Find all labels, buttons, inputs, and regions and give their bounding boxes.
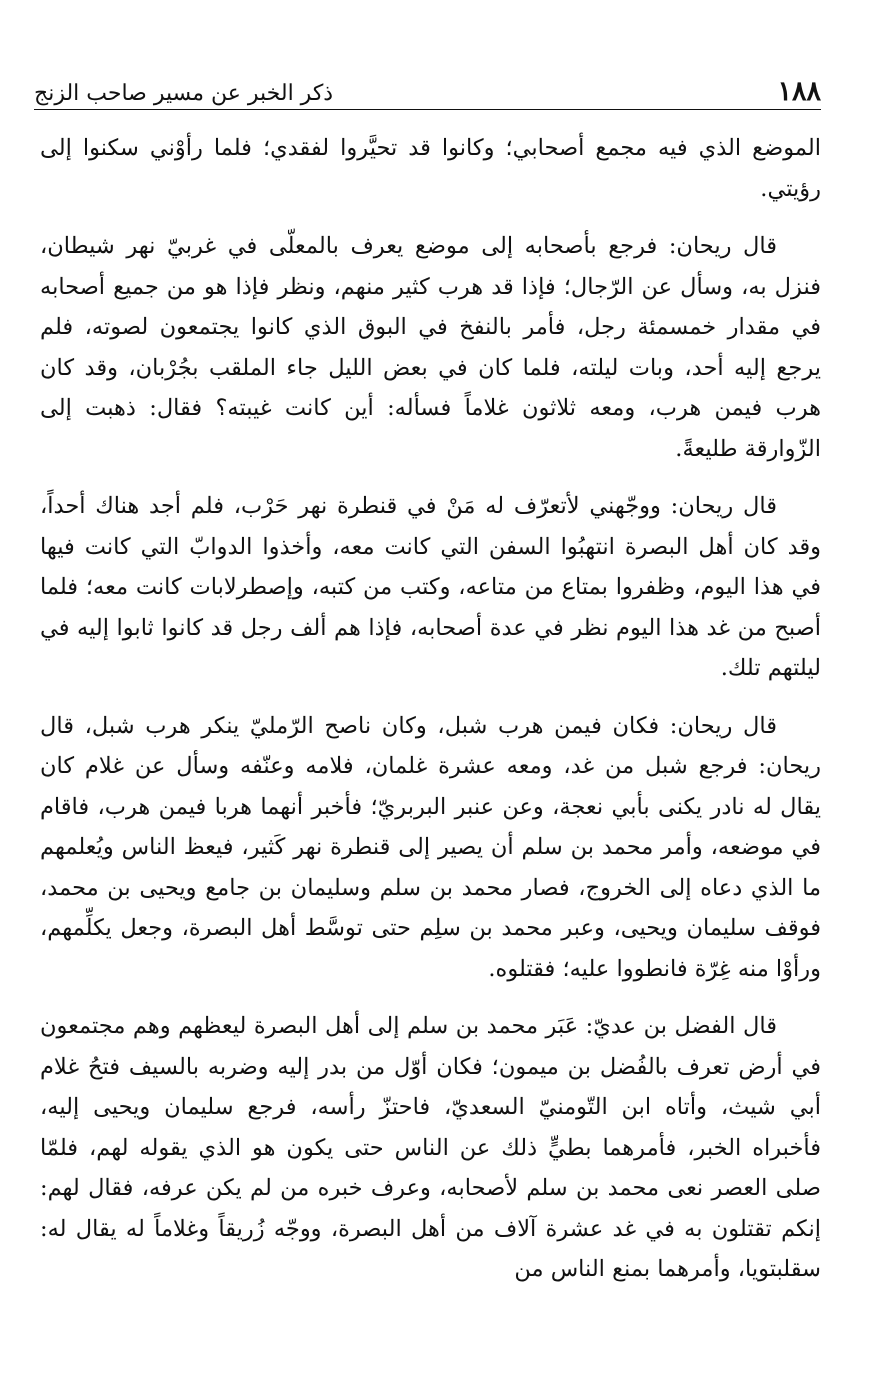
paragraph: قال ريحان: ووجّهني لأتعرّف له مَنْ في قنطرة نهر حَرْب، فلم أجد هناك أحداً، وقد كان أهل البصرة انتهبُوا السفن التي كانت معه، وأخذوا الدوابّ التي كانت فيها في هذا اليوم، وظفروا بمتاع من متاعه، وكتب من كتبه، وإصطرلابات كانت معه؛ فلما أصبح من غد هذا اليوم نظر في عدة أصحابه، فإذا هم ألف رجل قد كانوا ثابوا إليه في ليلتهم تلك.: [40, 493, 821, 681]
paragraph: قال ريحان: فرجع بأصحابه إلى موضع يعرف بالمعلّى في غربيّ نهر شيطان، فنزل به، وسأل عن الرّجال؛ فإذا قد هرب كثير منهم، ونظر فإذا هو من جميع أصحابه في مقدار خمسمئة رجل، فأمر بالنفخ في البوق الذي كانوا يجتمعون لصوته، فلم يرجع إليه أحد، وبات ليلته، فلما كان في بعض الليل جاء الملقب بجُرْبان، وقد كان هرب فيمن هرب، ومعه ثلاثون غلاماً فسأله: أين كانت غيبته؟ فقال: ذهبت إلى الزّوارقة طليعةً.: [40, 233, 821, 462]
page-body: [40, 128, 821, 1307]
paragraph: قال الفضل بن عديّ: عَبَر محمد بن سلم إلى أهل البصرة ليعظهم وهم مجتمعون في أرض تعرف بالفُضل بن ميمون؛ فكان أوّل من بدر إليه وضربه بالسيف فتحُ غلام أبي شيث، وأتاه ابن التّومنيّ السعديّ، فاحتزّ رأسه، فرجع سليمان ويحيى إليه، فأخبراه الخبر، فأمرهما بطيٍّ ذلك عن الناس حتى يكون هو الذي يقوله لهم، فلمّا صلى العصر نعى محمد بن سلم لأصحابه، وعرف خبره من لم يكن عرفه، فقال لهم: إنكم تقتلون به في غد عشرة آلاف من أهل البصرة، ووجّه زُريقاً وغلاماً له يقال له: سقلبتويا، وأمرهما بمنع الناس من: [40, 1013, 821, 1282]
page-header: [34, 70, 821, 110]
running-title: ذكر الخبر عن مسير صاحب الزنج: [34, 81, 334, 106]
paragraph: قال ريحان: فكان فيمن هرب شبل، وكان ناصح الرّمليّ ينكر هرب شبل، قال ريحان: فرجع شبل من غد، ومعه عشرة غلمان، فلامه وعنّفه وسأل عن غلام كان يقال له نادر يكنى بأبي نعجة، وعن عنبر البربريّ؛ فأخبر أنهما هربا فيمن هرب، فاقام في موضعه، وأمر محمد بن سلم أن يصير إلى قنطرة نهر كَثير، فيعظ الناس ويُعلمهم ما الذي دعاه إلى الخروج، فصار محمد بن سلم وسليمان بن جامع ويحيى بن محمد، فوقف سليمان ويحيى، وعبر محمد بن سلِم حتى توسَّط أهل البصرة، وجعل يكلِّمهم، ورأوْا منه غِرّة فانطووا عليه؛ فقتلوه.: [40, 712, 821, 982]
paragraph: الموضع الذي فيه مجمع أصحابي؛ وكانوا قد تحيَّروا لفقدي؛ فلما رأوْني سكنوا إلى رؤيتي.: [40, 135, 821, 202]
page-number: ١٨٨: [777, 76, 821, 107]
